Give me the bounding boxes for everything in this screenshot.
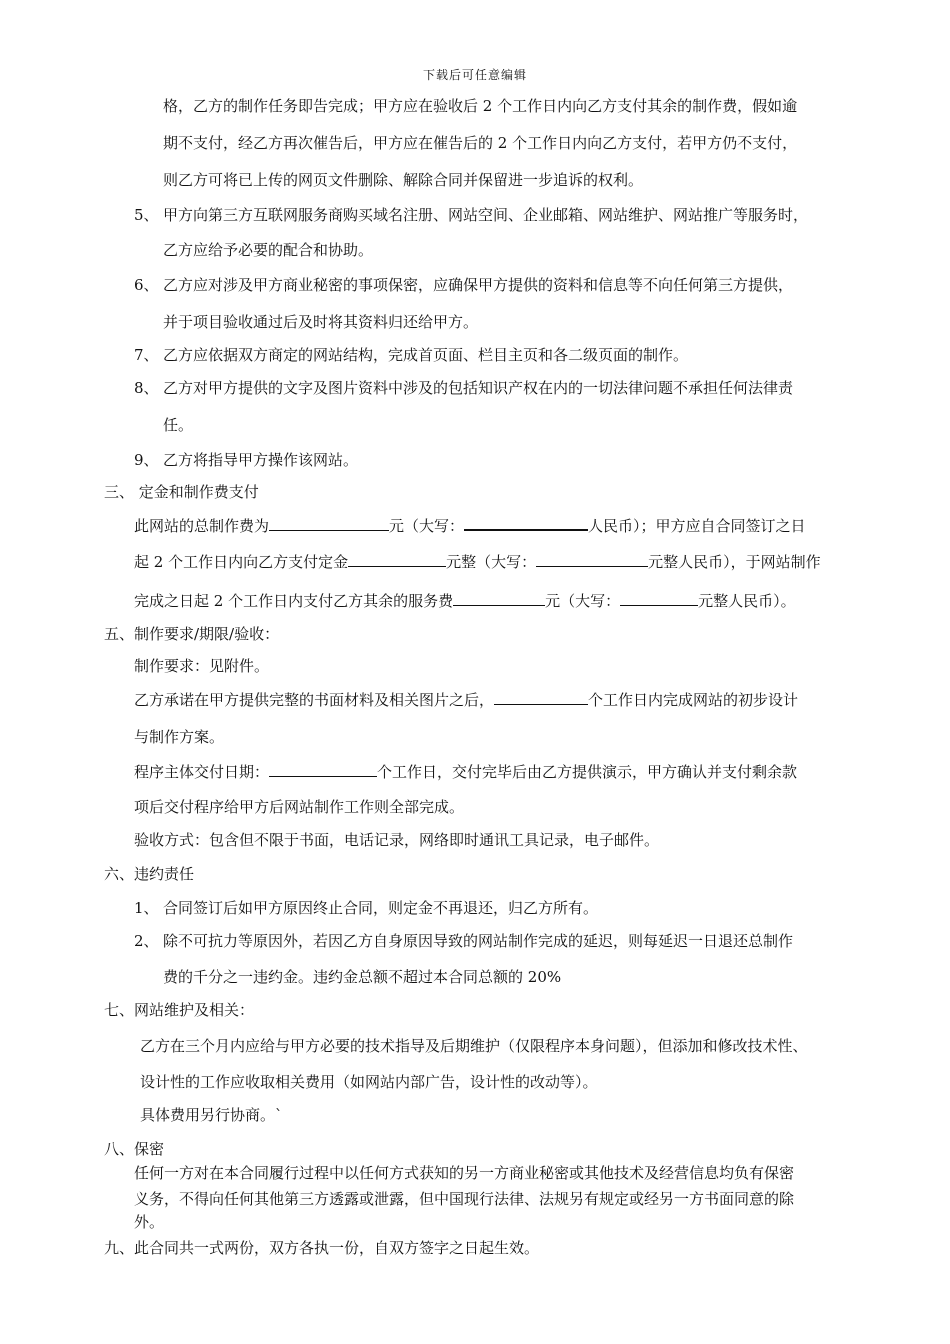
section-3-line-3 xyxy=(134,591,796,611)
balance-tail: 元整人民币）。 xyxy=(698,592,796,610)
total-fee-blank[interactable] xyxy=(269,516,389,531)
item-4-line-2: 期不支付，经乙方再次催告后，甲方应在催告后的 2 个工作日内向乙方支付，若甲方仍不支付， xyxy=(163,134,798,152)
section-7-heading: 七、网站维护及相关： xyxy=(104,1001,255,1019)
item-8-line-2: 任。 xyxy=(163,416,194,434)
delivery-tail: 个工作日，交付完毕后由乙方提供演示，甲方确认并支付剩余款 xyxy=(377,763,798,781)
requirements-line: 制作要求：见附件。 xyxy=(134,657,270,675)
balance-caps-blank[interactable] xyxy=(620,591,698,606)
item-4-line-3: 则乙方可将已上传的网页文件删除、解除合同并保留进一步追诉的权利。 xyxy=(163,171,644,189)
deposit-label: 起 2 个工作日内向乙方支付定金 xyxy=(134,553,349,571)
page-header: 下载后可任意编辑 xyxy=(422,68,527,82)
breach-1-number: 1、 xyxy=(134,899,159,917)
acceptance-line: 验收方式：包含但不限于书面，电话记录，网络即时通讯工具记录，电子邮件。 xyxy=(134,831,660,849)
item-7-line-1: 乙方应依据双方商定的网站结构，完成首页面、栏目主页和各二级页面的制作。 xyxy=(163,346,689,364)
section-9-heading: 九、此合同共一式两份，双方各执一份，自双方签字之日起生效。 xyxy=(104,1239,540,1257)
item-6-number: 6、 xyxy=(134,276,159,294)
item-5-line-1: 甲方向第三方互联网服务商购买域名注册、网站空间、企业邮箱、网站维护、网站推广等服务时， xyxy=(163,206,809,224)
total-fee-tail: 人民币）；甲方应自合同签订之日 xyxy=(588,517,806,535)
item-8-number: 8、 xyxy=(134,379,159,397)
deposit-caps-blank[interactable] xyxy=(536,552,648,567)
item-4-line-1: 格，乙方的制作任务即告完成；甲方应在验收后 2 个工作日内向乙方支付其余的制作费，假如逾 xyxy=(163,97,798,115)
deposit-blank[interactable] xyxy=(348,552,446,567)
section-3-heading: 三、 定金和制作费支付 xyxy=(104,483,259,501)
item-6-line-2: 并于项目验收通过后及时将其资料归还给甲方。 xyxy=(163,313,479,331)
item-9-number: 9、 xyxy=(134,451,159,469)
deposit-caps-label: 元整（大写： xyxy=(446,553,537,571)
breach-2-number: 2、 xyxy=(134,932,159,950)
delivery-line-2: 项后交付程序给甲方后网站制作工作则全部完成。 xyxy=(134,798,465,816)
breach-1-line-1: 合同签订后如甲方原因终止合同，则定金不再退还，归乙方所有。 xyxy=(163,899,599,917)
balance-caps-label: 元（大写： xyxy=(545,592,621,610)
delivery-label: 程序主体交付日期： xyxy=(134,763,270,781)
breach-2-line-1: 除不可抗力等原因外，若因乙方自身原因导致的网站制作完成的延迟，则每延迟一日退还总制作 xyxy=(163,932,794,950)
section-5-heading: 五、制作要求/期限/验收： xyxy=(104,625,280,643)
total-fee-caps-label: 元（大写： xyxy=(389,517,465,535)
section-3-line-1 xyxy=(134,515,806,536)
item-8-line-1: 乙方对甲方提供的文字及图片资料中涉及的包括知识产权在内的一切法律问题不承担任何法律责 xyxy=(163,379,794,397)
item-9-line-1: 乙方将指导甲方操作该网站。 xyxy=(163,451,359,469)
design-days-blank[interactable] xyxy=(494,690,588,705)
balance-label: 完成之日起 2 个工作日内支付乙方其余的服务费 xyxy=(134,592,454,610)
item-7-number: 7、 xyxy=(134,346,159,364)
item-6-line-1: 乙方应对涉及甲方商业秘密的事项保密，应确保甲方提供的资料和信息等不向任何第三方提供， xyxy=(163,276,794,294)
total-fee-caps-blank[interactable] xyxy=(464,515,588,531)
section-8-heading: 八、保密 xyxy=(104,1140,165,1158)
delivery-days-blank[interactable] xyxy=(269,762,377,777)
design-label: 乙方承诺在甲方提供完整的书面材料及相关图片之后， xyxy=(134,691,495,709)
delivery-line-1 xyxy=(134,762,797,782)
section-6-heading: 六、违约责任 xyxy=(104,865,195,883)
maintenance-line-3: 具体费用另行协商。` xyxy=(140,1106,283,1124)
confidentiality-line-3: 外。 xyxy=(134,1213,165,1231)
item-5-line-2: 乙方应给予必要的配合和协助。 xyxy=(163,241,374,259)
maintenance-line-2: 设计性的工作应收取相关费用（如网站内部广告，设计性的改动等）。 xyxy=(140,1073,598,1091)
balance-blank[interactable] xyxy=(453,591,545,606)
maintenance-line-1: 乙方在三个月内应给与甲方必要的技术指导及后期维护（仅限程序本身问题），但添加和修改技术性、 xyxy=(140,1037,808,1055)
confidentiality-line-2: 义务，不得向任何其他第三方透露或泄露，但中国现行法律、法规另有规定或经另一方书面同意的除 xyxy=(134,1190,795,1208)
item-5-number: 5、 xyxy=(134,206,159,224)
section-3-line-2 xyxy=(134,552,821,572)
breach-2-line-2: 费的千分之一违约金。违约金总额不超过本合同总额的 20% xyxy=(163,968,562,986)
confidentiality-line-1: 任何一方对在本合同履行过程中以任何方式获知的另一方商业秘密或其他技术及经营信息均负有保密 xyxy=(134,1164,795,1182)
total-fee-label: 此网站的总制作费为 xyxy=(134,517,270,535)
design-tail: 个工作日内完成网站的初步设计 xyxy=(588,691,799,709)
deposit-tail: 元整人民币），于网站制作 xyxy=(648,553,821,571)
design-line-1 xyxy=(134,690,798,710)
design-line-2: 与制作方案。 xyxy=(134,728,225,746)
